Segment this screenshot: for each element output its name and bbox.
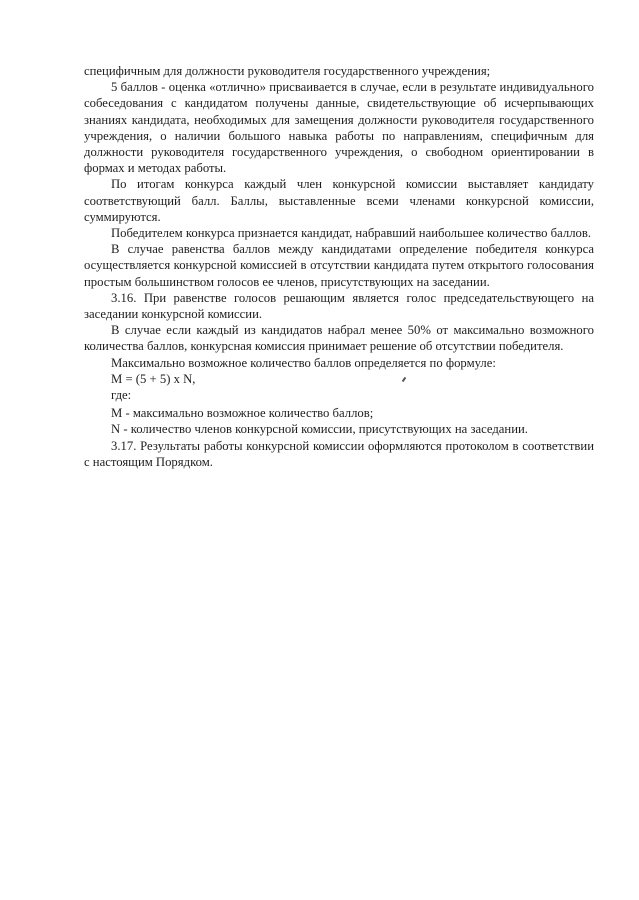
paragraph-score-5: 5 баллов - оценка «отлично» присваивается в случае, если в результате индивидуального собеседования с кандидатом получены данные, свидетельствующие об исчерпывающих знаниях кандидата, необходимых для замещения должности руководителя государственного учреждения, о наличии большого навыка работы по направлениям, специфичным для должности руководителя государственного учреждения, о свободном ориентировании в формах и методах работы. <box>84 80 594 176</box>
paragraph-tie-break: В случае равенства баллов между кандидатами определение победителя конкурса осуществляется конкурсной комиссией в отсутствии кандидата путем открытого голосования простым большинством голосов ее членов, присутствующих на заседании. <box>84 242 594 289</box>
paragraph-winner: Победителем конкурса признается кандидат, набравший наибольшее количество баллов. <box>111 226 592 241</box>
formula-def-n: N - количество членов конкурсной комиссии, присутствующих на заседании. <box>111 422 528 437</box>
paragraph-scoring-total: По итогам конкурса каждый член конкурсной комиссии выставляет кандидату соответствующий балл. Баллы, выставленные всеми членами конкурсной комиссии, суммируются. <box>84 177 594 224</box>
formula-def-m: М - максимально возможное количество баллов; <box>111 406 374 421</box>
formula-where: где: <box>111 388 132 403</box>
document-body <box>84 63 594 470</box>
formula: М = (5 + 5) x N, <box>111 371 196 386</box>
paragraph-3-16: 3.16. При равенстве голосов решающим является голос председательствующего на заседании конкурсной комиссии. <box>84 290 594 322</box>
paragraph-formula-intro: Максимально возможное количество баллов определяется по формуле: <box>111 355 496 370</box>
paragraph-3-17: 3.17. Результаты работы конкурсной комиссии оформляются протоколом в соответствии с настоящим Порядком. <box>84 438 594 469</box>
paragraph-no-winner: В случае если каждый из кандидатов набрал менее 50% от максимально возможного количества баллов, конкурсная комиссия принимает решение об отсутствии победителя. <box>84 323 594 354</box>
paragraph-continuation: специфичным для должности руководителя государственного учреждения; <box>84 64 491 78</box>
